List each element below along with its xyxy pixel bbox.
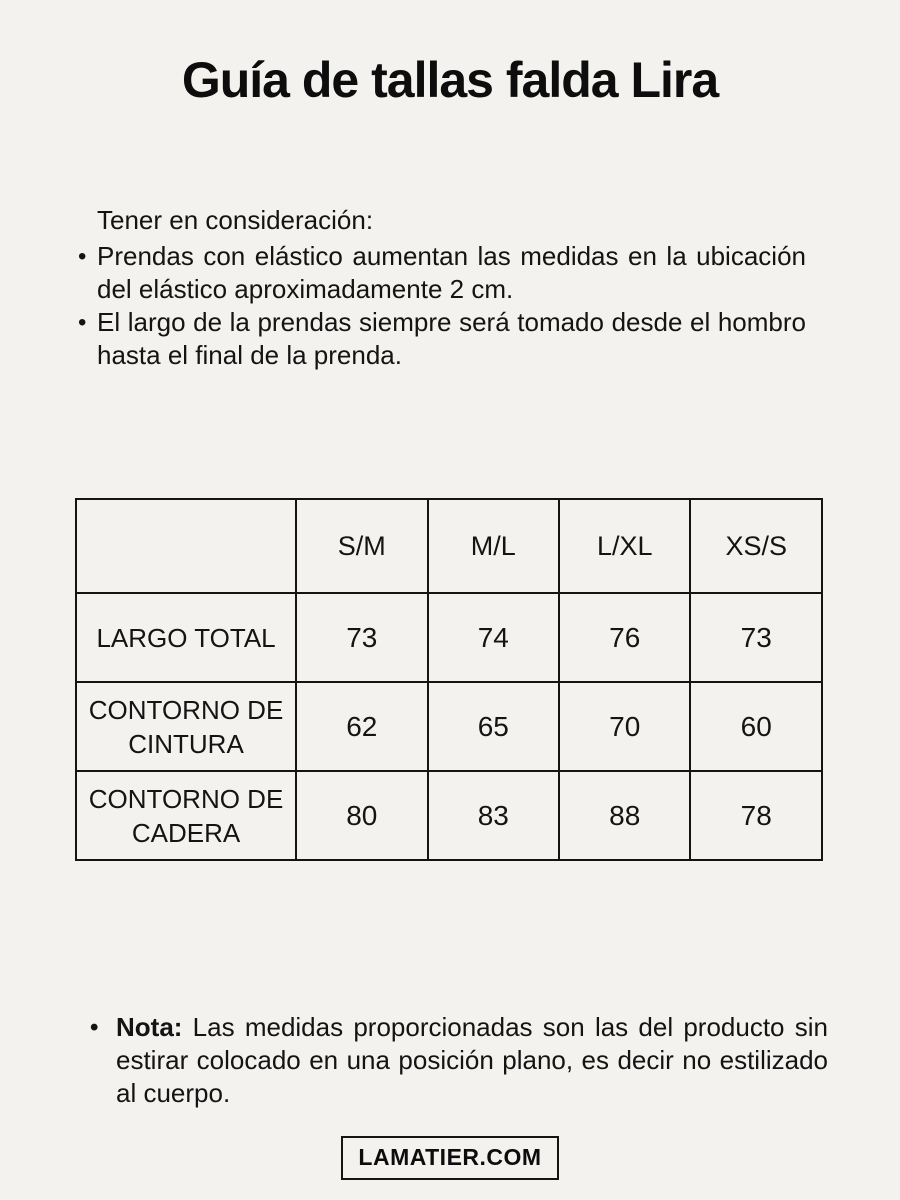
measurement-cell: 83 xyxy=(428,771,559,860)
note-label: Nota: xyxy=(116,1012,183,1042)
table-row xyxy=(76,682,822,771)
consideration-item xyxy=(78,306,806,372)
measurement-cell: 73 xyxy=(690,593,822,682)
consideration-text: Prendas con elástico aumentan las medidas en la ubicación del elástico aproximadamente 2 cm. xyxy=(97,241,806,304)
measurement-cell: 76 xyxy=(559,593,690,682)
measurement-cell: 80 xyxy=(296,771,427,860)
note-paragraph xyxy=(116,1011,828,1110)
measurement-cell: 65 xyxy=(428,682,559,771)
measurement-cell: 88 xyxy=(559,771,690,860)
measurement-row-label: CONTORNO DE CADERA xyxy=(76,771,296,860)
brand-badge xyxy=(341,1136,558,1180)
considerations-section xyxy=(78,204,806,372)
measurement-row-label: LARGO TOTAL xyxy=(76,593,296,682)
measurement-cell: 78 xyxy=(690,771,822,860)
size-column-header: M/L xyxy=(428,499,559,593)
considerations-intro: Tener en consideración: xyxy=(97,205,374,235)
size-table xyxy=(75,498,823,861)
size-column-header: S/M xyxy=(296,499,427,593)
table-row xyxy=(76,771,822,860)
size-table-corner-cell xyxy=(76,499,296,593)
measurement-cell: 62 xyxy=(296,682,427,771)
measurement-cell: 70 xyxy=(559,682,690,771)
measurement-cell: 74 xyxy=(428,593,559,682)
measurement-cell: 60 xyxy=(690,682,822,771)
brand-name: LAMATIER.COM xyxy=(358,1144,542,1170)
measurement-cell: 73 xyxy=(296,593,427,682)
consideration-text: El largo de la prendas siempre será tomado desde el hombro hasta el final de la prenda. xyxy=(97,307,806,370)
size-column-header: L/XL xyxy=(559,499,690,593)
note-text: Las medidas proporcionadas son las del producto sin estirar colocado en una posición plano, es decir no estilizado al cuerpo. xyxy=(116,1012,828,1108)
bullet-icon: • xyxy=(78,243,87,270)
table-row xyxy=(76,593,822,682)
size-column-header: XS/S xyxy=(690,499,822,593)
page-title: Guía de tallas falda Lira xyxy=(181,52,719,108)
bullet-icon: • xyxy=(78,309,87,336)
size-table-header-row xyxy=(76,499,822,593)
measurement-row-label: CONTORNO DE CINTURA xyxy=(76,682,296,771)
bullet-icon: • xyxy=(90,1014,99,1041)
consideration-item xyxy=(78,240,806,306)
note-item xyxy=(90,1011,828,1110)
note-section xyxy=(90,1011,828,1110)
